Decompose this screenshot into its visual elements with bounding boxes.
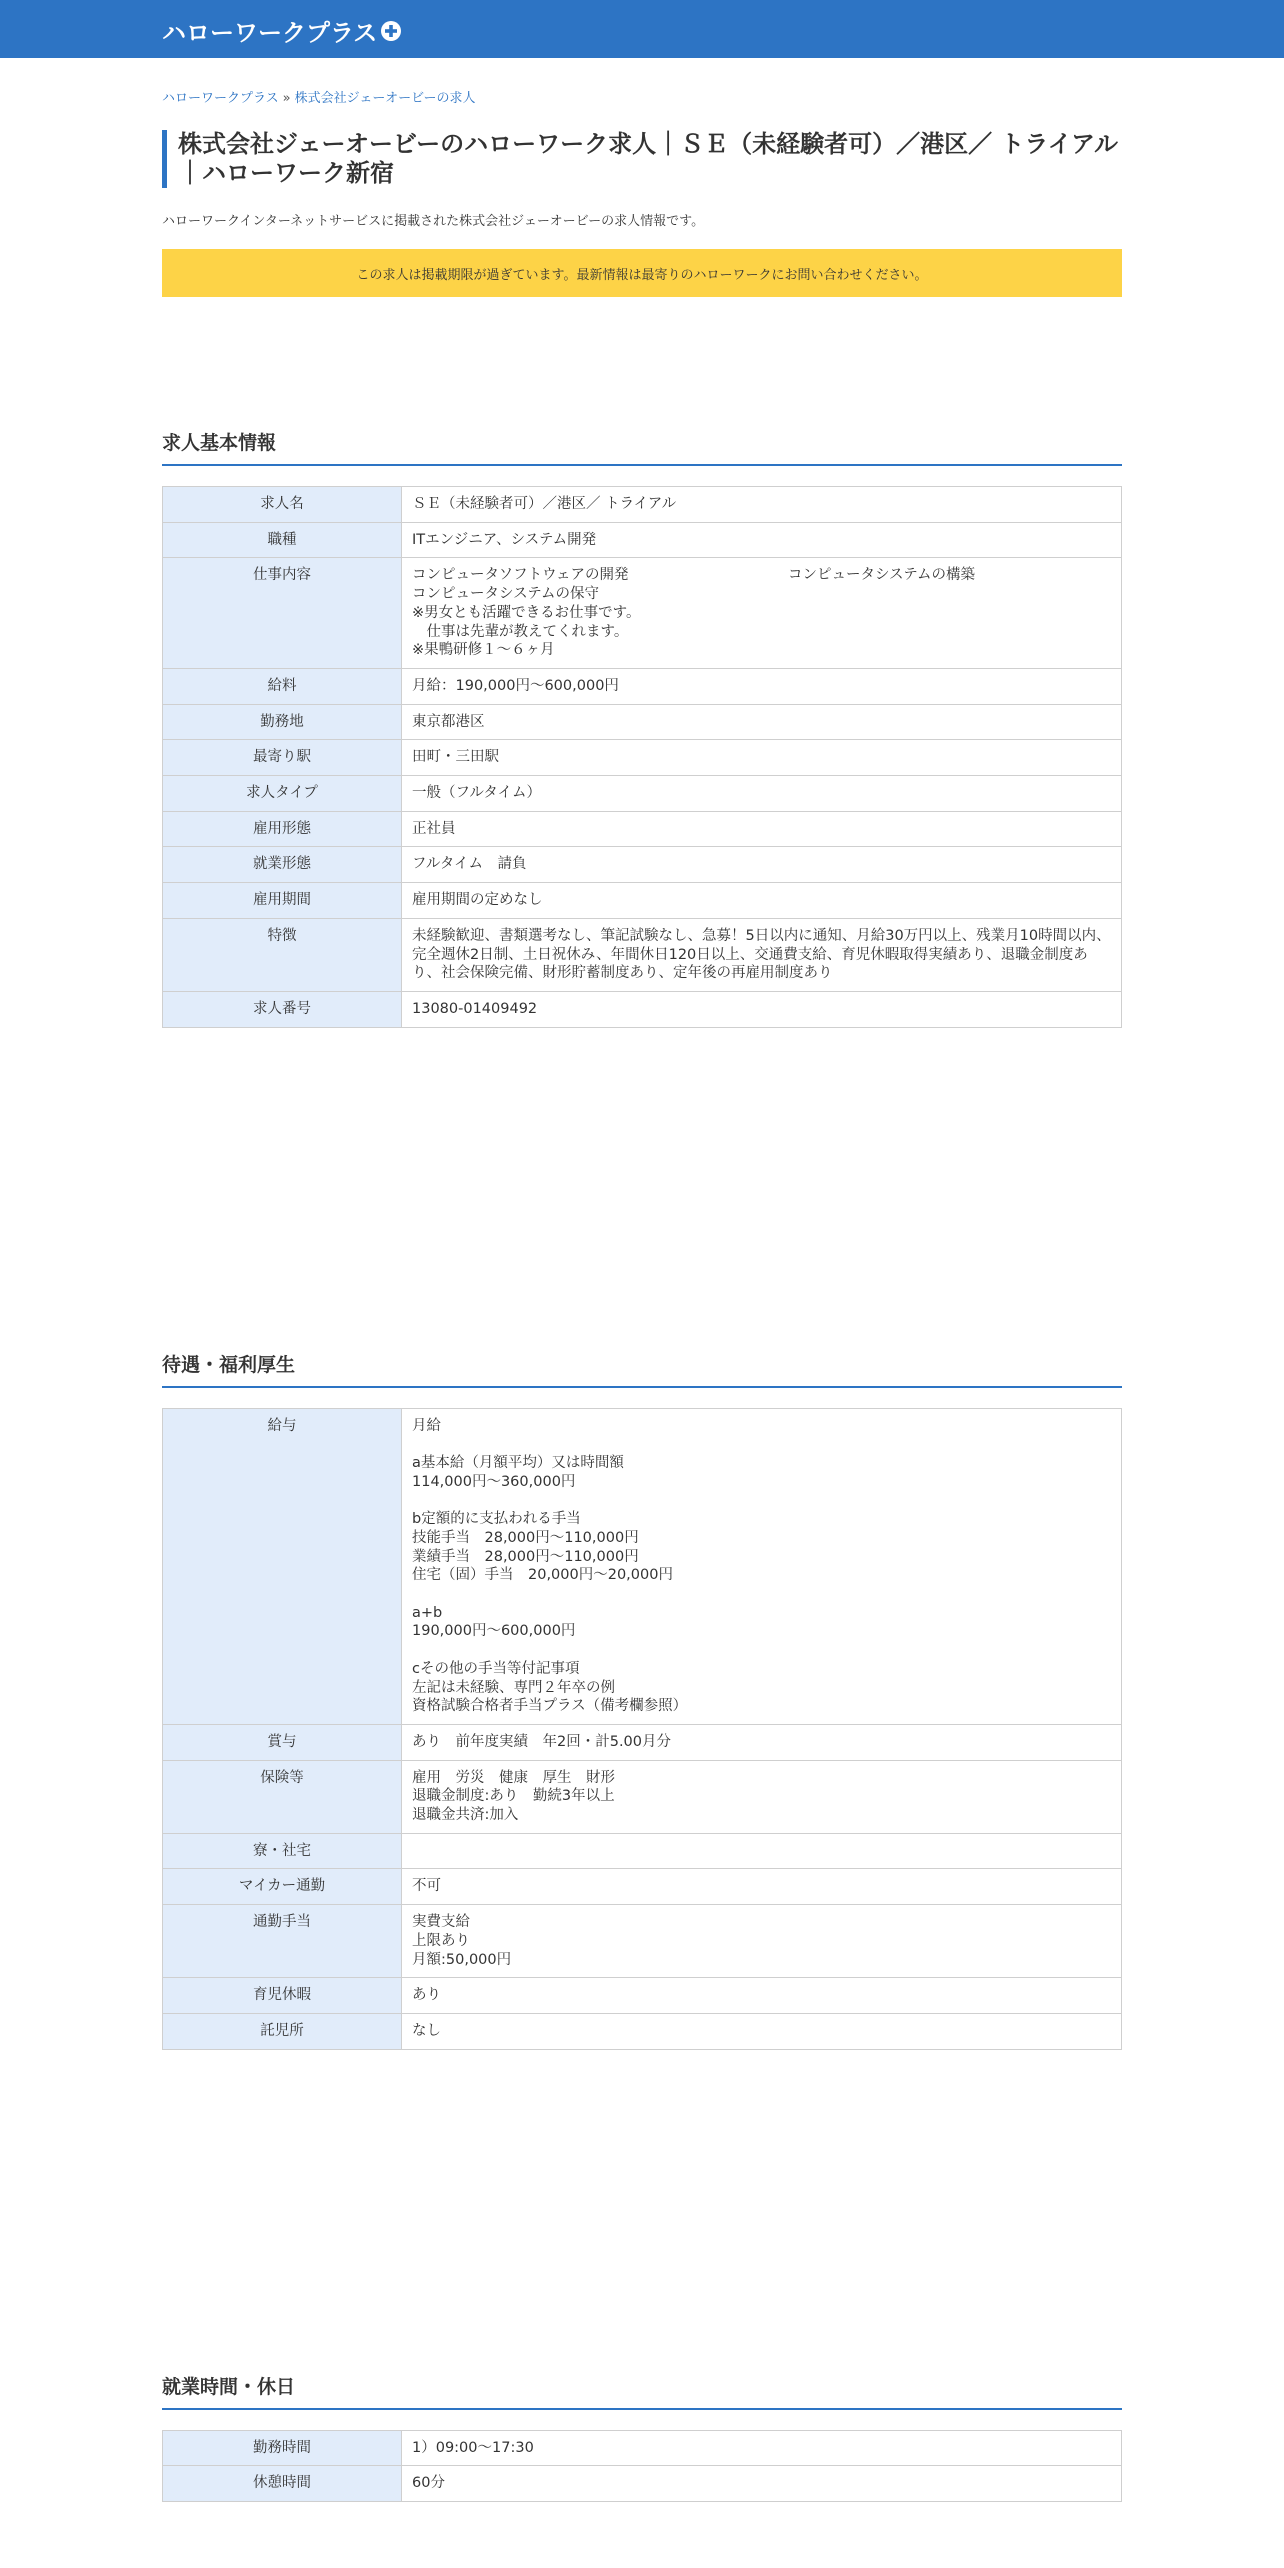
plus-circle-icon bbox=[380, 20, 402, 42]
table-row bbox=[163, 776, 1122, 812]
row-label: 仕事内容 bbox=[163, 558, 402, 669]
row-label: 求人タイプ bbox=[163, 776, 402, 812]
basic-info-table bbox=[162, 486, 1122, 1028]
row-value: コンピュータソフトウェアの開発 コンピュータシステムの構築 コンピュータシステムの保守 ※男女とも活躍できるお仕事です。 仕事は先輩が教えてくれます。 ※果鴨研修１～６ヶ月 bbox=[402, 558, 1122, 669]
row-label: 給料 bbox=[163, 668, 402, 704]
site-header bbox=[0, 0, 1284, 58]
ad-space bbox=[162, 1028, 1122, 1350]
row-value: なし bbox=[402, 2013, 1122, 2049]
table-row bbox=[163, 1408, 1122, 1724]
table-row bbox=[163, 668, 1122, 704]
section-title-welfare: 待遇・福利厚生 bbox=[162, 1350, 1122, 1388]
row-label: 保険等 bbox=[163, 1760, 402, 1833]
row-label: 通勤手当 bbox=[163, 1905, 402, 1978]
row-label: 寮・社宅 bbox=[163, 1833, 402, 1869]
row-label: 休憩時間 bbox=[163, 2466, 402, 2502]
table-row bbox=[163, 2430, 1122, 2466]
table-row bbox=[163, 847, 1122, 883]
row-value: 実費支給 上限あり 月額:50,000円 bbox=[402, 1905, 1122, 1978]
row-value: 正社員 bbox=[402, 811, 1122, 847]
row-value: 1）09:00～17:30 bbox=[402, 2430, 1122, 2466]
table-row bbox=[163, 1869, 1122, 1905]
table-row bbox=[163, 522, 1122, 558]
hours-table bbox=[162, 2430, 1122, 2502]
row-label: 勤務地 bbox=[163, 704, 402, 740]
table-row bbox=[163, 740, 1122, 776]
row-value: あり 前年度実績 年2回・計5.00月分 bbox=[402, 1724, 1122, 1760]
row-label: 求人番号 bbox=[163, 991, 402, 1027]
row-value: 一般（フルタイム） bbox=[402, 776, 1122, 812]
row-label: マイカー通勤 bbox=[163, 1869, 402, 1905]
row-label: 最寄り駅 bbox=[163, 740, 402, 776]
row-value: 13080-01409492 bbox=[402, 991, 1122, 1027]
breadcrumb bbox=[162, 87, 1122, 106]
section-title-hours: 就業時間・休日 bbox=[162, 2372, 1122, 2410]
row-value: ITエンジニア、システム開発 bbox=[402, 522, 1122, 558]
breadcrumb-separator: » bbox=[282, 91, 291, 106]
row-label: 就業形態 bbox=[163, 847, 402, 883]
expired-notice bbox=[162, 249, 1122, 297]
expired-notice-text: この求人は掲載期限が過ぎています。最新情報は最寄りのハローワークにお問い合わせください。 bbox=[356, 267, 928, 283]
table-row bbox=[163, 918, 1122, 991]
row-value: 60分 bbox=[402, 2466, 1122, 2502]
row-label: 雇用期間 bbox=[163, 883, 402, 919]
table-row bbox=[163, 1978, 1122, 2014]
row-label: 職種 bbox=[163, 522, 402, 558]
row-value: 未経験歓迎、書類選考なし、筆記試験なし、急募！5日以内に通知、月給30万円以上、残業月10時間以内、完全週休2日制、土日祝休み、年間休日120日以上、交通費支給、育児休暇取得実績あり、退職金制度あり、社会保険完備、財形貯蓄制度あり、定年後の再雇用制度あり bbox=[402, 918, 1122, 991]
table-row bbox=[163, 558, 1122, 669]
row-value: ＳＥ（未経験者可）／港区／ トライアル bbox=[402, 487, 1122, 523]
page-title: 株式会社ジェーオービーのハローワーク求人｜ＳＥ（未経験者可）／港区／ トライアル｜ハローワーク新宿 bbox=[162, 130, 1122, 188]
table-row bbox=[163, 1724, 1122, 1760]
main-content bbox=[162, 87, 1122, 2502]
ad-space bbox=[162, 297, 1122, 428]
table-row bbox=[163, 704, 1122, 740]
breadcrumb-home-link[interactable]: ハローワークプラス bbox=[162, 91, 279, 106]
row-label: 勤務時間 bbox=[163, 2430, 402, 2466]
row-label: 給与 bbox=[163, 1408, 402, 1724]
row-value: 雇用 労災 健康 厚生 財形 退職金制度:あり 勤続3年以上 退職金共済:加入 bbox=[402, 1760, 1122, 1833]
welfare-table bbox=[162, 1408, 1122, 2050]
row-value: 田町・三田駅 bbox=[402, 740, 1122, 776]
table-row bbox=[163, 883, 1122, 919]
table-row bbox=[163, 2013, 1122, 2049]
ad-space bbox=[162, 2050, 1122, 2372]
row-value: あり bbox=[402, 1978, 1122, 2014]
row-label: 育児休暇 bbox=[163, 1978, 402, 2014]
breadcrumb-company-link[interactable]: 株式会社ジェーオービーの求人 bbox=[294, 91, 476, 106]
logo-text: ハローワークプラス bbox=[162, 19, 378, 47]
row-value: 東京都港区 bbox=[402, 704, 1122, 740]
table-row bbox=[163, 991, 1122, 1027]
row-value: 不可 bbox=[402, 1869, 1122, 1905]
row-value bbox=[402, 1833, 1122, 1869]
row-label: 特徴 bbox=[163, 918, 402, 991]
row-label: 雇用形態 bbox=[163, 811, 402, 847]
row-value: 月給：190,000円～600,000円 bbox=[402, 668, 1122, 704]
row-value: フルタイム 請負 bbox=[402, 847, 1122, 883]
site-logo[interactable] bbox=[162, 13, 402, 48]
section-title-basic: 求人基本情報 bbox=[162, 428, 1122, 466]
table-row bbox=[163, 811, 1122, 847]
table-row bbox=[163, 1833, 1122, 1869]
page-lead: ハローワークインターネットサービスに掲載された株式会社ジェーオービーの求人情報です。 bbox=[162, 214, 705, 229]
row-value: 月給 a基本給（月額平均）又は時間額 114,000円～360,000円 b定額的に支払われる手当 技能手当 28,000円～110,000円 業績手当 28,000円～110,000円 住宅（固）手当 20,000円～20,000円 a+b 190,000円～600,000円 cその他の手当等付記事項 左記は未経験、専門２年卒の例 資格試験合格者手当プラス（備考欄参照） bbox=[402, 1408, 1122, 1724]
table-row bbox=[163, 1760, 1122, 1833]
table-row bbox=[163, 2466, 1122, 2502]
table-row bbox=[163, 1905, 1122, 1978]
row-label: 求人名 bbox=[163, 487, 402, 523]
row-label: 賞与 bbox=[163, 1724, 402, 1760]
table-row bbox=[163, 487, 1122, 523]
row-value: 雇用期間の定めなし bbox=[402, 883, 1122, 919]
row-label: 託児所 bbox=[163, 2013, 402, 2049]
